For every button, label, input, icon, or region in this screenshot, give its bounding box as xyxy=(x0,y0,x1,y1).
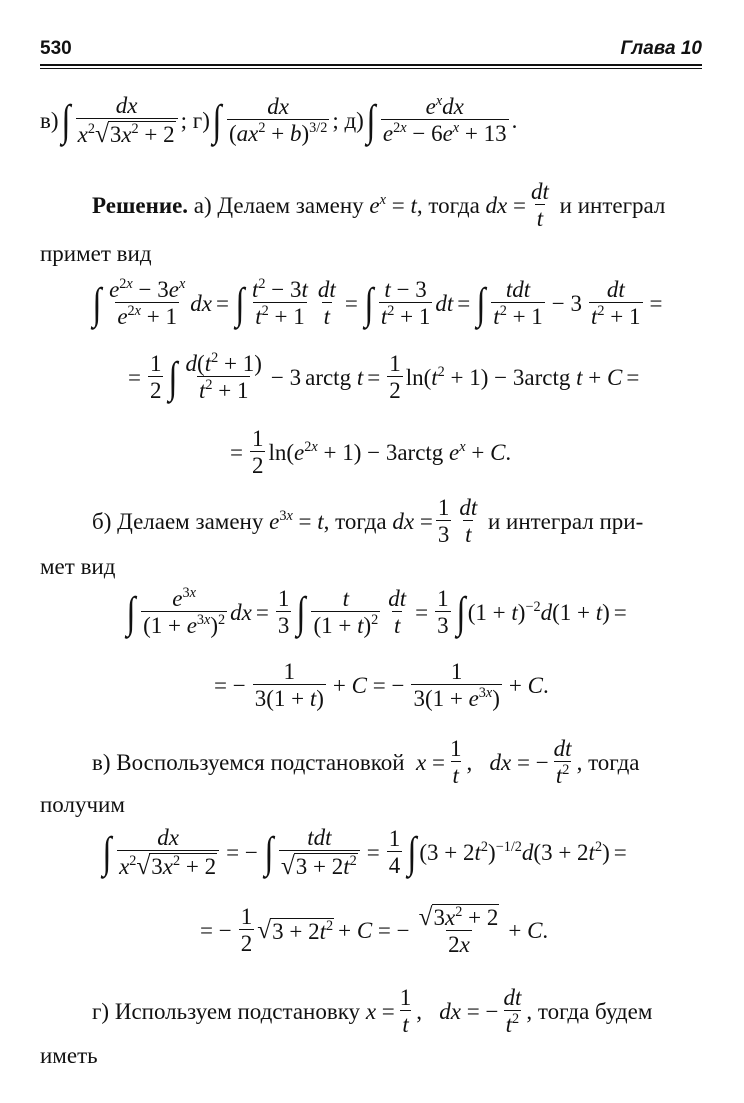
problem-list: в) ∫ dx $x^2$ √ $3x^2 + 2$ ; г) ∫ dx $(ax^2 + b)^{3/2}$ ; д) ∫ $e^xdx$ $e^{2x} - 6e^x + 13$ . xyxy=(40,93,518,148)
solution-a-line: Решение. а) Делаем замену $e^x = t$ , тогда dx = $\frac{dt}{t}$ и интеграл xyxy=(92,179,666,232)
text-line: мет вид xyxy=(40,554,116,579)
text-segment: г) Используем подстановку xyxy=(92,999,361,1025)
text-line: иметь xyxy=(40,1043,98,1068)
header-rule xyxy=(40,64,702,66)
text-segment: и интеграл xyxy=(559,193,666,219)
chapter-title: Глава 10 xyxy=(620,38,702,59)
formula-c-line1: ∫ dx $x^2$ √ $3x^2 + 2$ = − ∫ tdt √ $3 + 2t^2$ = $\frac{1}{4}$ ∫ $(3 + 2t^2)^{-1/2}d(3 + 2t^2)$ = xyxy=(102,825,627,880)
ln-func: ln xyxy=(405,365,424,391)
formula-b-line1: ∫ $e^{3x}$ $(1 + e^{3x})^2$ dx = $\frac{1}{3}$ ∫ t $(1 + t)^2$ $\frac{dt}{t}$ = $\frac{1}{3}$ ∫ $(1 + t)^{-2}d(1 + t)$ = xyxy=(126,585,627,639)
solution-d-line: г) Используем подстановку x = $\frac{1}{t}$ , dx = − $\frac{dt}{t^2}$ , тогда будем xyxy=(92,985,653,1038)
text-segment: в) Воспользуемся подстановкой xyxy=(92,750,405,776)
text-segment: , тогда xyxy=(416,193,480,219)
text-segment: б) Делаем замену xyxy=(92,509,264,535)
page-header xyxy=(40,38,702,60)
page-number: 530 xyxy=(40,38,72,59)
solution-b-line: б) Делаем замену $e^{3x} = t$ , тогда dx = $\frac{1}{3}$ dt t и интеграл при- xyxy=(92,495,644,548)
formula-c-line2: = − $\frac{1}{2}$ √ $3 + 2t^2$ + C = − √ $3x^2 + 2$ 2x + C. xyxy=(200,902,549,958)
formula-a-line2: = $\frac{1}{2}$ ∫ $d(t^2 + 1)$ $t^2 + 1$ − 3 arctg t = $\frac{1}{2}$ ln $(t^2 + 1) - 3$ arctg t + C = xyxy=(128,350,640,404)
text-segment: , тогда xyxy=(323,509,387,535)
header-rule-thin xyxy=(40,68,702,69)
text-segment: и интеграл при- xyxy=(487,509,644,535)
arctg-func: arctg xyxy=(524,365,571,391)
problem-label-v: в) xyxy=(40,108,59,134)
formula-a-line1: ∫ $e^{2x} - 3e^x$ $e^{2x} + 1$ dx = ∫ $t^2 - 3t$ $t^2 + 1$ $\frac{dt}{t}$ = ∫ t − 3 $t^2 + 1$ dt = ∫ tdt $t^2 + 1$ − 3 $\frac{dt}{t^2 + 1}$ = xyxy=(92,276,663,330)
text-line: получим xyxy=(40,792,125,817)
solution-c-line: в) Воспользуемся подстановкой x = $\frac{1}{t}$ , dx = − $\frac{dt}{t^2}$ , тогда xyxy=(92,736,640,789)
formula-b-line2: = − $\frac{1}{3(1 + t)}$ + C = − $\frac{1}{3(1 + e^{3x})}$ + C. xyxy=(214,659,549,712)
arctg-func: arctg xyxy=(397,440,444,466)
ln-func: ln xyxy=(268,440,287,466)
arctg-func: arctg xyxy=(305,365,352,391)
text-line: примет вид xyxy=(40,241,152,266)
problem-label-d: д) xyxy=(344,108,364,134)
text-segment: , xyxy=(466,750,473,776)
formula-a-line3: = $\frac{1}{2}$ ln $(e^{2x} + 1) - 3$ arctg $e^x + C$. xyxy=(230,426,512,479)
text-segment: , тогда будем xyxy=(526,999,653,1025)
solution-label: Решение. xyxy=(92,193,189,219)
text-segment: , xyxy=(416,999,423,1025)
text-segment: а) Делаем замену xyxy=(193,193,364,219)
problem-label-g: г) xyxy=(192,108,210,134)
text-segment: , тогда xyxy=(576,750,640,776)
